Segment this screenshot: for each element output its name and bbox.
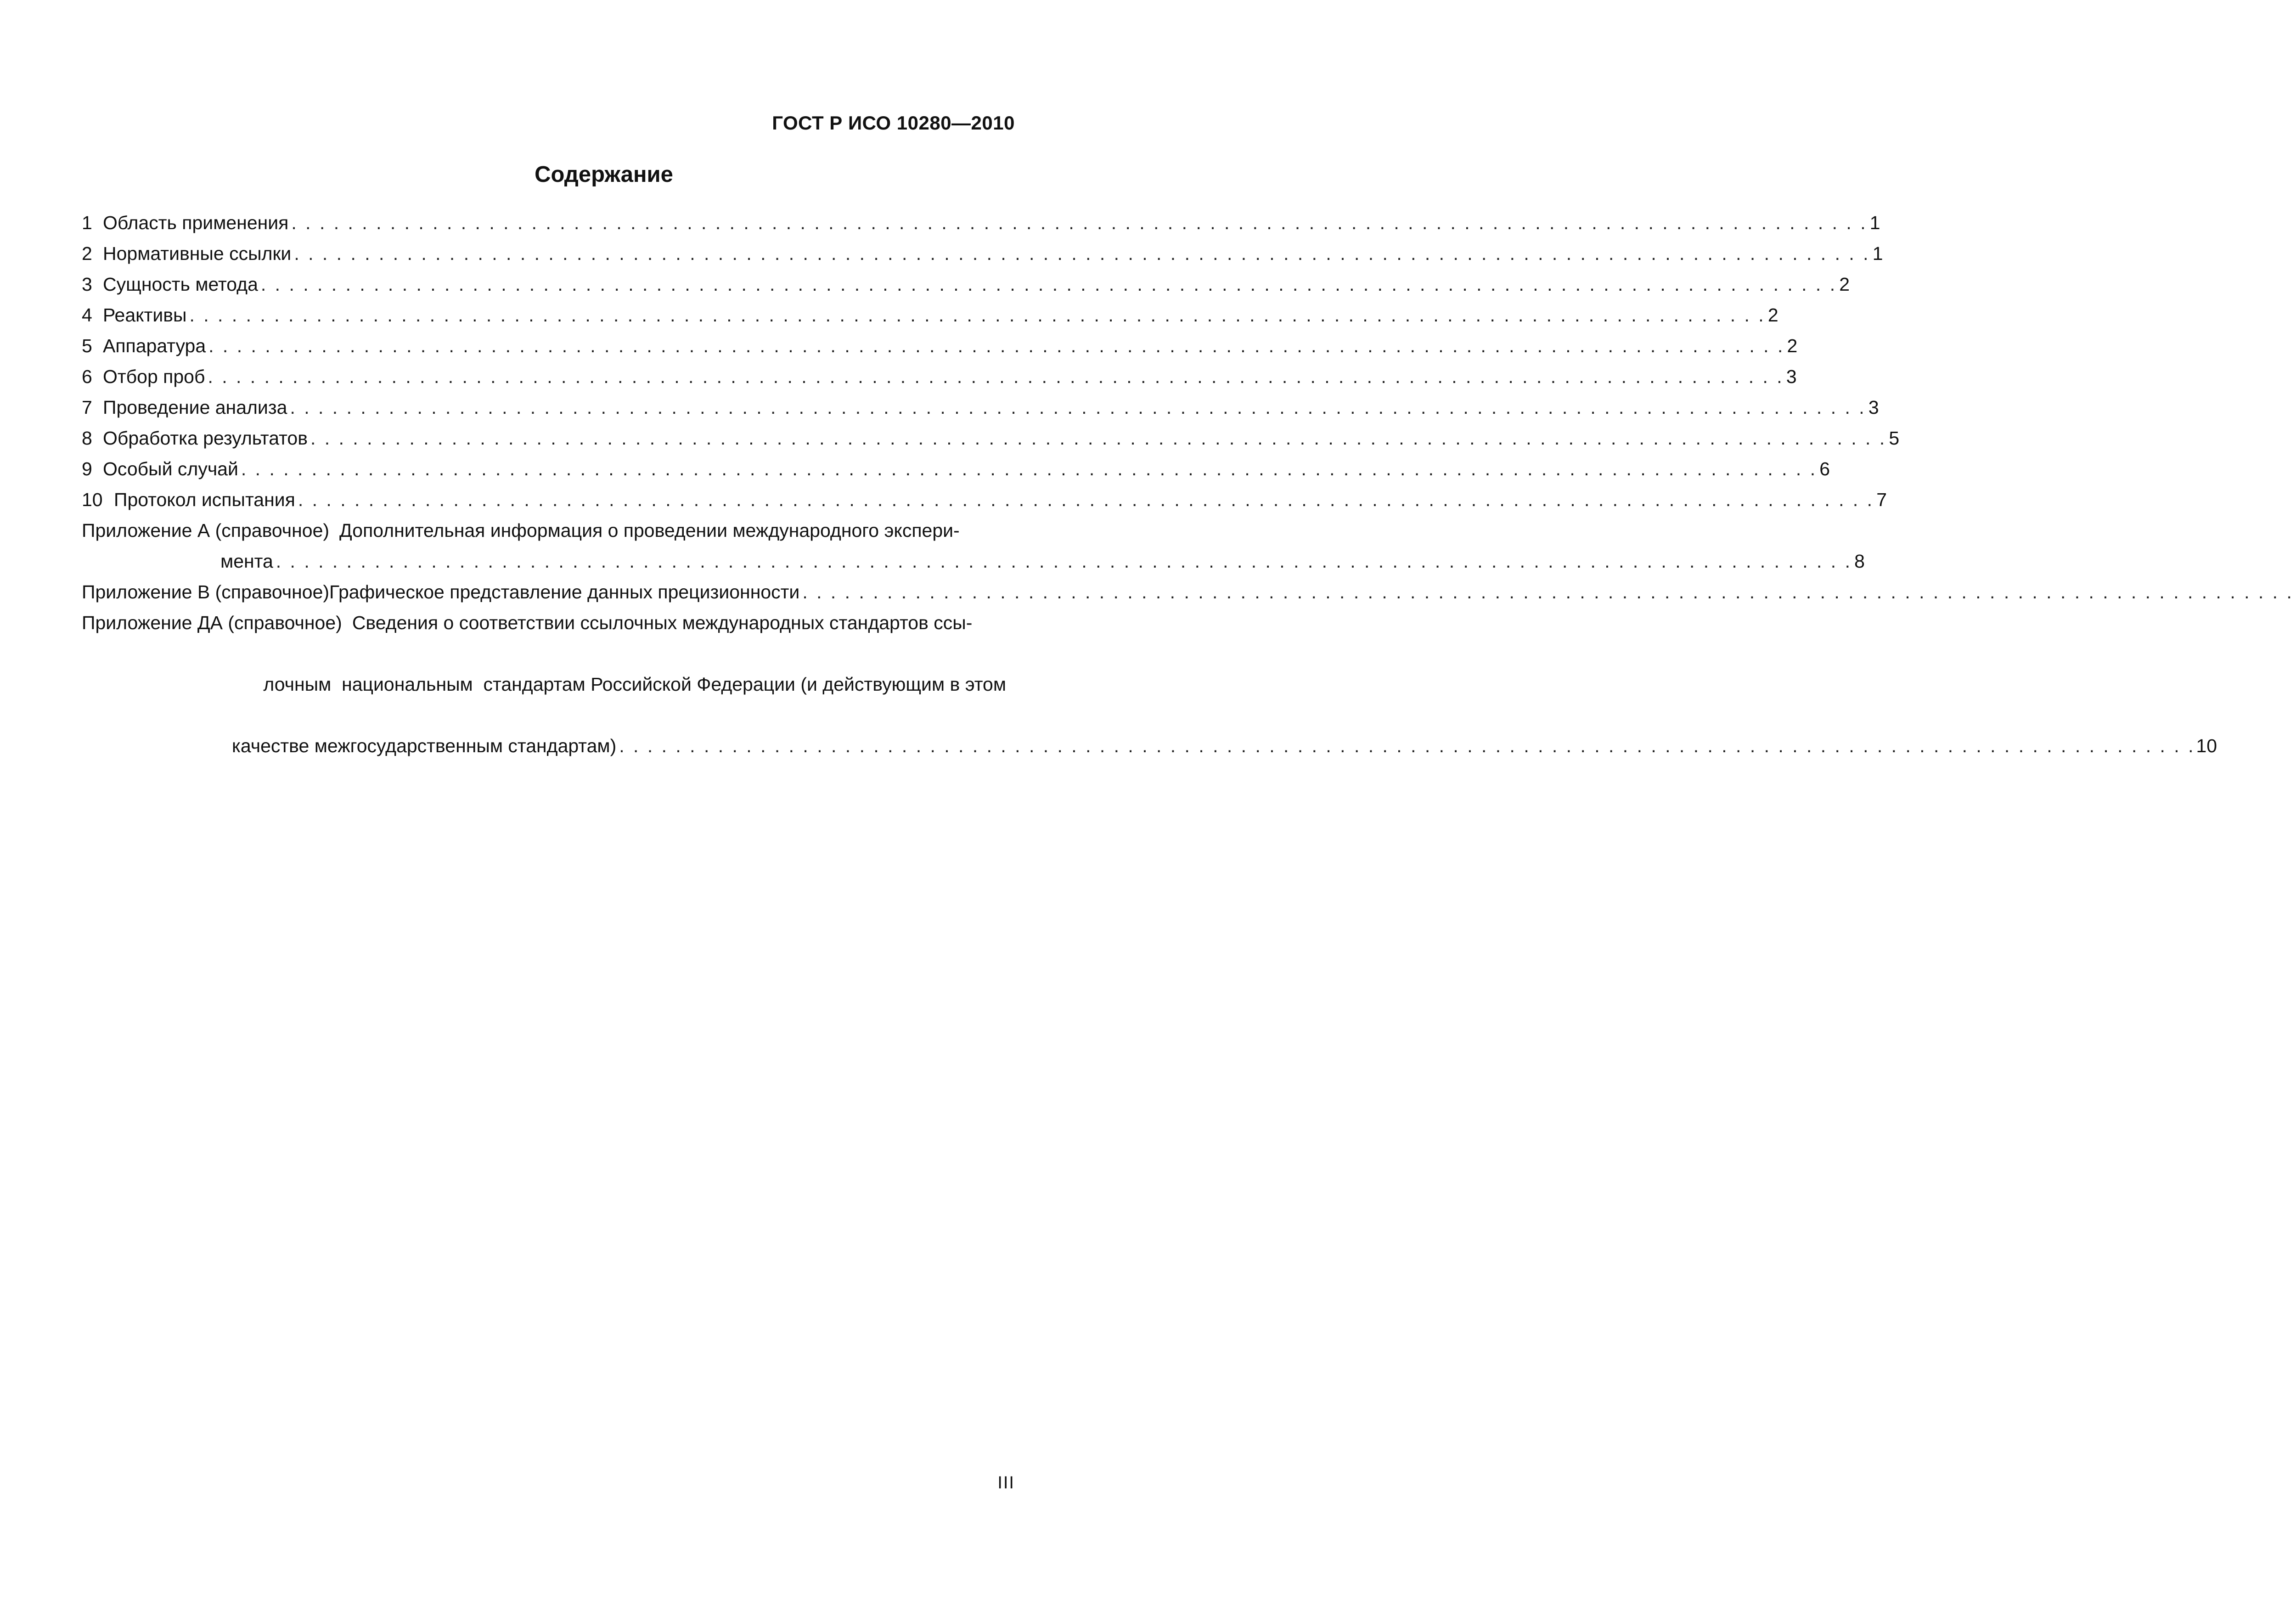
annex-title-end: мента: [220, 551, 273, 572]
table-of-contents: [82, 208, 2217, 761]
annex-title-line: Сведения о соответствии ссылочных международных стандартов ссы-: [352, 612, 973, 633]
toc-entry-number: 9: [82, 458, 92, 479]
toc-title: Содержание: [535, 162, 673, 187]
dot-leader: [276, 546, 1850, 577]
toc-entry-page: 2: [1787, 335, 1798, 356]
toc-entry-3[interactable]: [82, 269, 1850, 300]
toc-entry-number: 1: [82, 212, 92, 233]
toc-annex-da[interactable]: [82, 608, 2217, 761]
annex-last-line: [82, 546, 1865, 577]
annex-title: Графическое представление данных прецизионности: [329, 581, 800, 603]
toc-entry-10[interactable]: [82, 484, 1887, 515]
toc-entry-label: Особый случай: [103, 458, 238, 479]
toc-entry-label: Протокол испытания: [114, 489, 295, 510]
toc-entry-number: 3: [82, 274, 92, 295]
dot-leader: [189, 300, 1763, 331]
toc-entry-label: Область применения: [103, 212, 289, 233]
annex-prefix: Приложение А (справочное): [82, 520, 330, 541]
toc-entry-number: 2: [82, 243, 92, 264]
annex-first-line: [82, 608, 1015, 638]
toc-entry-label: Аппаратура: [103, 335, 206, 356]
toc-entry-5[interactable]: [82, 331, 1798, 361]
dot-leader: [298, 484, 1872, 515]
annex-title-line: Дополнительная информация о проведении международного экспери-: [339, 520, 960, 541]
dot-leader: [208, 361, 1782, 392]
toc-entry-page: 2: [1767, 304, 1778, 326]
toc-entry-6[interactable]: [82, 361, 1797, 392]
toc-entry-page: 2: [1839, 274, 1850, 295]
toc-entry-4[interactable]: [82, 300, 1778, 331]
toc-entry-number: 4: [82, 304, 92, 326]
toc-entry-2[interactable]: [82, 238, 1883, 269]
annex-page: 8: [1854, 551, 1865, 572]
annex-prefix: Приложение В (справочное): [82, 581, 330, 603]
toc-entry-9[interactable]: [82, 454, 1830, 484]
toc-annex-b[interactable]: [82, 577, 1015, 608]
toc-entry-7[interactable]: [82, 392, 1879, 423]
toc-entry-page: 3: [1868, 397, 1879, 418]
toc-entry-number: 8: [82, 428, 92, 449]
document-number: ГОСТ Р ИСО 10280—2010: [772, 112, 1015, 134]
dot-leader: [619, 731, 2193, 761]
dot-leader: [291, 208, 1865, 238]
annex-second-line: [82, 638, 1015, 731]
annex-prefix: Приложение ДА (справочное): [82, 612, 342, 633]
toc-entry-label: Проведение анализа: [103, 397, 287, 418]
toc-entry-label: Отбор проб: [103, 366, 205, 387]
dot-leader: [310, 423, 1885, 454]
dot-leader: [802, 577, 2296, 608]
annex-title-line: лочным национальным стандартам Российской Федерации (и действующим в этом: [263, 674, 1007, 695]
toc-entry-page: 7: [1876, 489, 1887, 510]
toc-entry-number: 5: [82, 335, 92, 356]
toc-entry-page: 5: [1889, 428, 1900, 449]
toc-entry-1[interactable]: [82, 208, 1880, 238]
toc-entry-page: 6: [1819, 458, 1830, 479]
annex-first-line: [82, 515, 1015, 546]
toc-entry-label: Сущность метода: [103, 274, 258, 295]
dot-leader: [294, 238, 1868, 269]
toc-entry-page: 3: [1786, 366, 1797, 387]
annex-title-end: качестве межгосударственным стандартам): [232, 735, 617, 756]
annex-page: 10: [2196, 735, 2217, 756]
toc-entry-label: Нормативные ссылки: [103, 243, 292, 264]
toc-entry-8[interactable]: [82, 423, 1900, 454]
toc-entry-number: 7: [82, 397, 92, 418]
toc-entry-page: 1: [1869, 212, 1880, 233]
toc-entry-number: 6: [82, 366, 92, 387]
toc-entry-number: 10: [82, 489, 103, 510]
toc-entry-label: Обработка результатов: [103, 428, 308, 449]
dot-leader: [208, 331, 1783, 361]
page-folio: III: [997, 1473, 1015, 1493]
toc-entry-page: 1: [1872, 243, 1883, 264]
toc-annex-a[interactable]: [82, 515, 1865, 577]
dot-leader: [241, 454, 1815, 484]
annex-last-line: [82, 731, 2217, 761]
dot-leader: [261, 269, 1835, 300]
dot-leader: [290, 392, 1864, 423]
toc-entry-label: Реактивы: [103, 304, 187, 326]
